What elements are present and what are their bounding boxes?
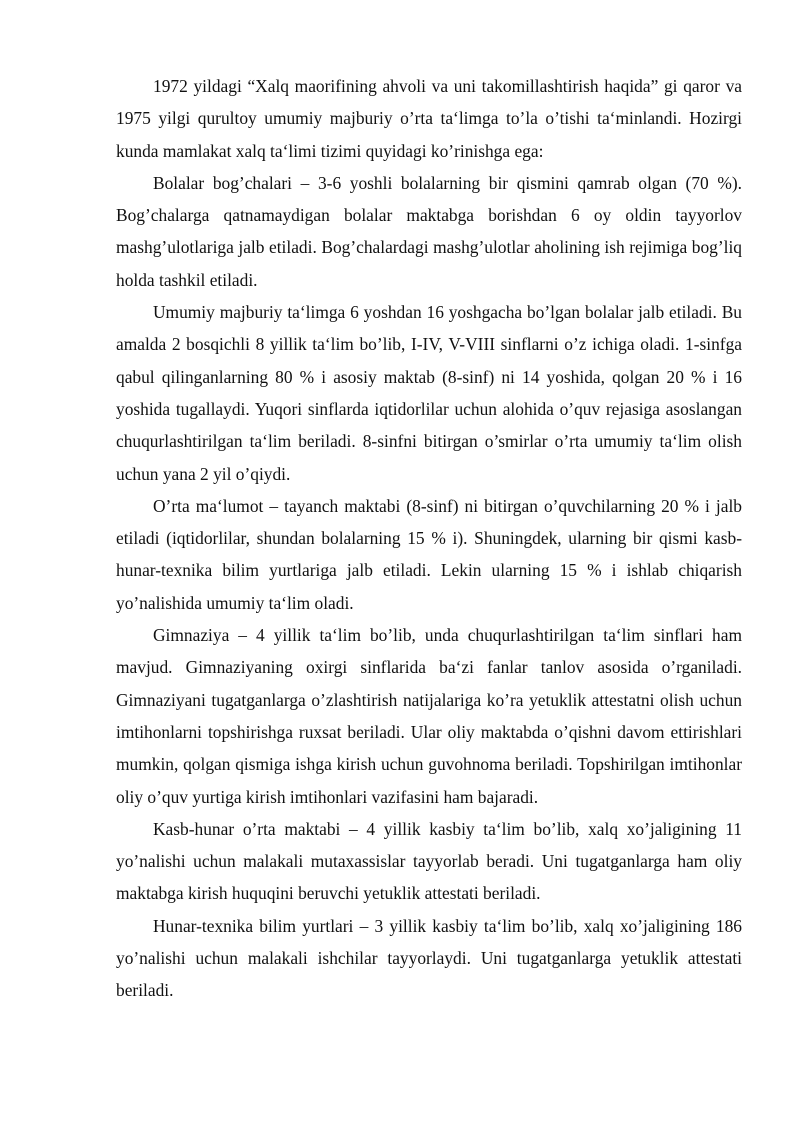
- paragraph-vocational-school: Kasb-hunar o’rta maktabi – 4 yillik kasbiy ta‘lim bo’lib, xalq xo’jaligining 11 yo’nalishi uchun malakali mutaxassislar tayyorlab beradi. Uni tugatganlarga ham oliy maktabga kirish huquqini beruvchi yetuklik attestati beriladi.: [116, 818, 742, 904]
- paragraph-technical-colleges: Hunar-texnika bilim yurtlari – 3 yillik kasbiy ta‘lim bo’lib, xalq xo’jaligining 186 yo’nalishi uchun malakali ishchilar tayyorlaydi. Uni tugatganlarga yetuklik attestati beriladi.: [116, 915, 742, 1001]
- document-page: [116, 70, 742, 1007]
- paragraph-gymnasium: Gimnaziya – 4 yillik ta‘lim bo’lib, unda chuqurlashtirilgan ta‘lim sinflari ham mavjud. Gimnaziyaning oxirgi sinflarida ba‘zi fanlar tanlov asosida o’rganiladi. Gimnaziyani tugatganlarga o’zlashtirish natijalariga ko’ra yetuklik attestatni olish uchun imtihonlarni topshirishga ruxsat beriladi. Ular oliy maktabda o’qishni davom ettirishlari mumkin, qolgan qismiga ishga kirish uchun guvohnoma beriladi. Topshirilgan imtihonlar oliy o’quv yurtiga kirish imtihonlari vazifasini ham bajaradi.: [116, 625, 742, 807]
- paragraph-secondary-education: O’rta ma‘lumot – tayanch maktabi (8-sinf) ni bitirgan o’quvchilarning 20 % i jalb etiladi (iqtidorlilar, shundan bolalarning 15 % i). Shuningdek, ularning bir qismi kasb-hunar-texnika bilim yurtlariga jalb etiladi. Lekin ularning 15 % i ishlab chiqarish yo’nalishida umumiy ta‘lim oladi.: [116, 495, 742, 613]
- paragraph-kindergartens: Bolalar bog’chalari – 3-6 yoshli bolalarning bir qismini qamrab olgan (70 %). Bog’chalarga qatnamaydigan bolalar maktabga borishdan 6 oy oldin tayyorlov mashg’ulotlariga jalb etiladi. Bog’chalardagi mashg’ulotlar aholining ish rejimiga bog’liq holda tashkil etiladi.: [116, 172, 742, 290]
- paragraph-intro: 1972 yildagi “Xalq maorifining ahvoli va uni takomillashtirish haqida” gi qaror va 1975 yilgi qurultoy umumiy majburiy o’rta ta‘limga to’la o’tishi ta‘minlandi. Hozirgi kunda mamlakat xalq ta‘limi tizimi quyidagi ko’rinishga ega:: [116, 76, 742, 161]
- paragraph-compulsory-education: Umumiy majburiy ta‘limga 6 yoshdan 16 yoshgacha bo’lgan bolalar jalb etiladi. Bu amalda 2 bosqichli 8 yillik ta‘lim bo’lib, I-IV, V-VIII sinflarni o’z ichiga oladi. 1-sinfga qabul qilinganlarning 80 % i asosiy maktab (8-sinf) ni 14 yoshida, qolgan 20 % i 16 yoshida tugallaydi. Yuqori sinflarda iqtidorlilar uchun alohida o’quv rejasiga asoslangan chuqurlashtirilgan ta‘lim beriladi. 8-sinfni bitirgan o’smirlar o’rta umumiy ta‘lim olish uchun yana 2 yil o’qiydi.: [116, 302, 742, 484]
